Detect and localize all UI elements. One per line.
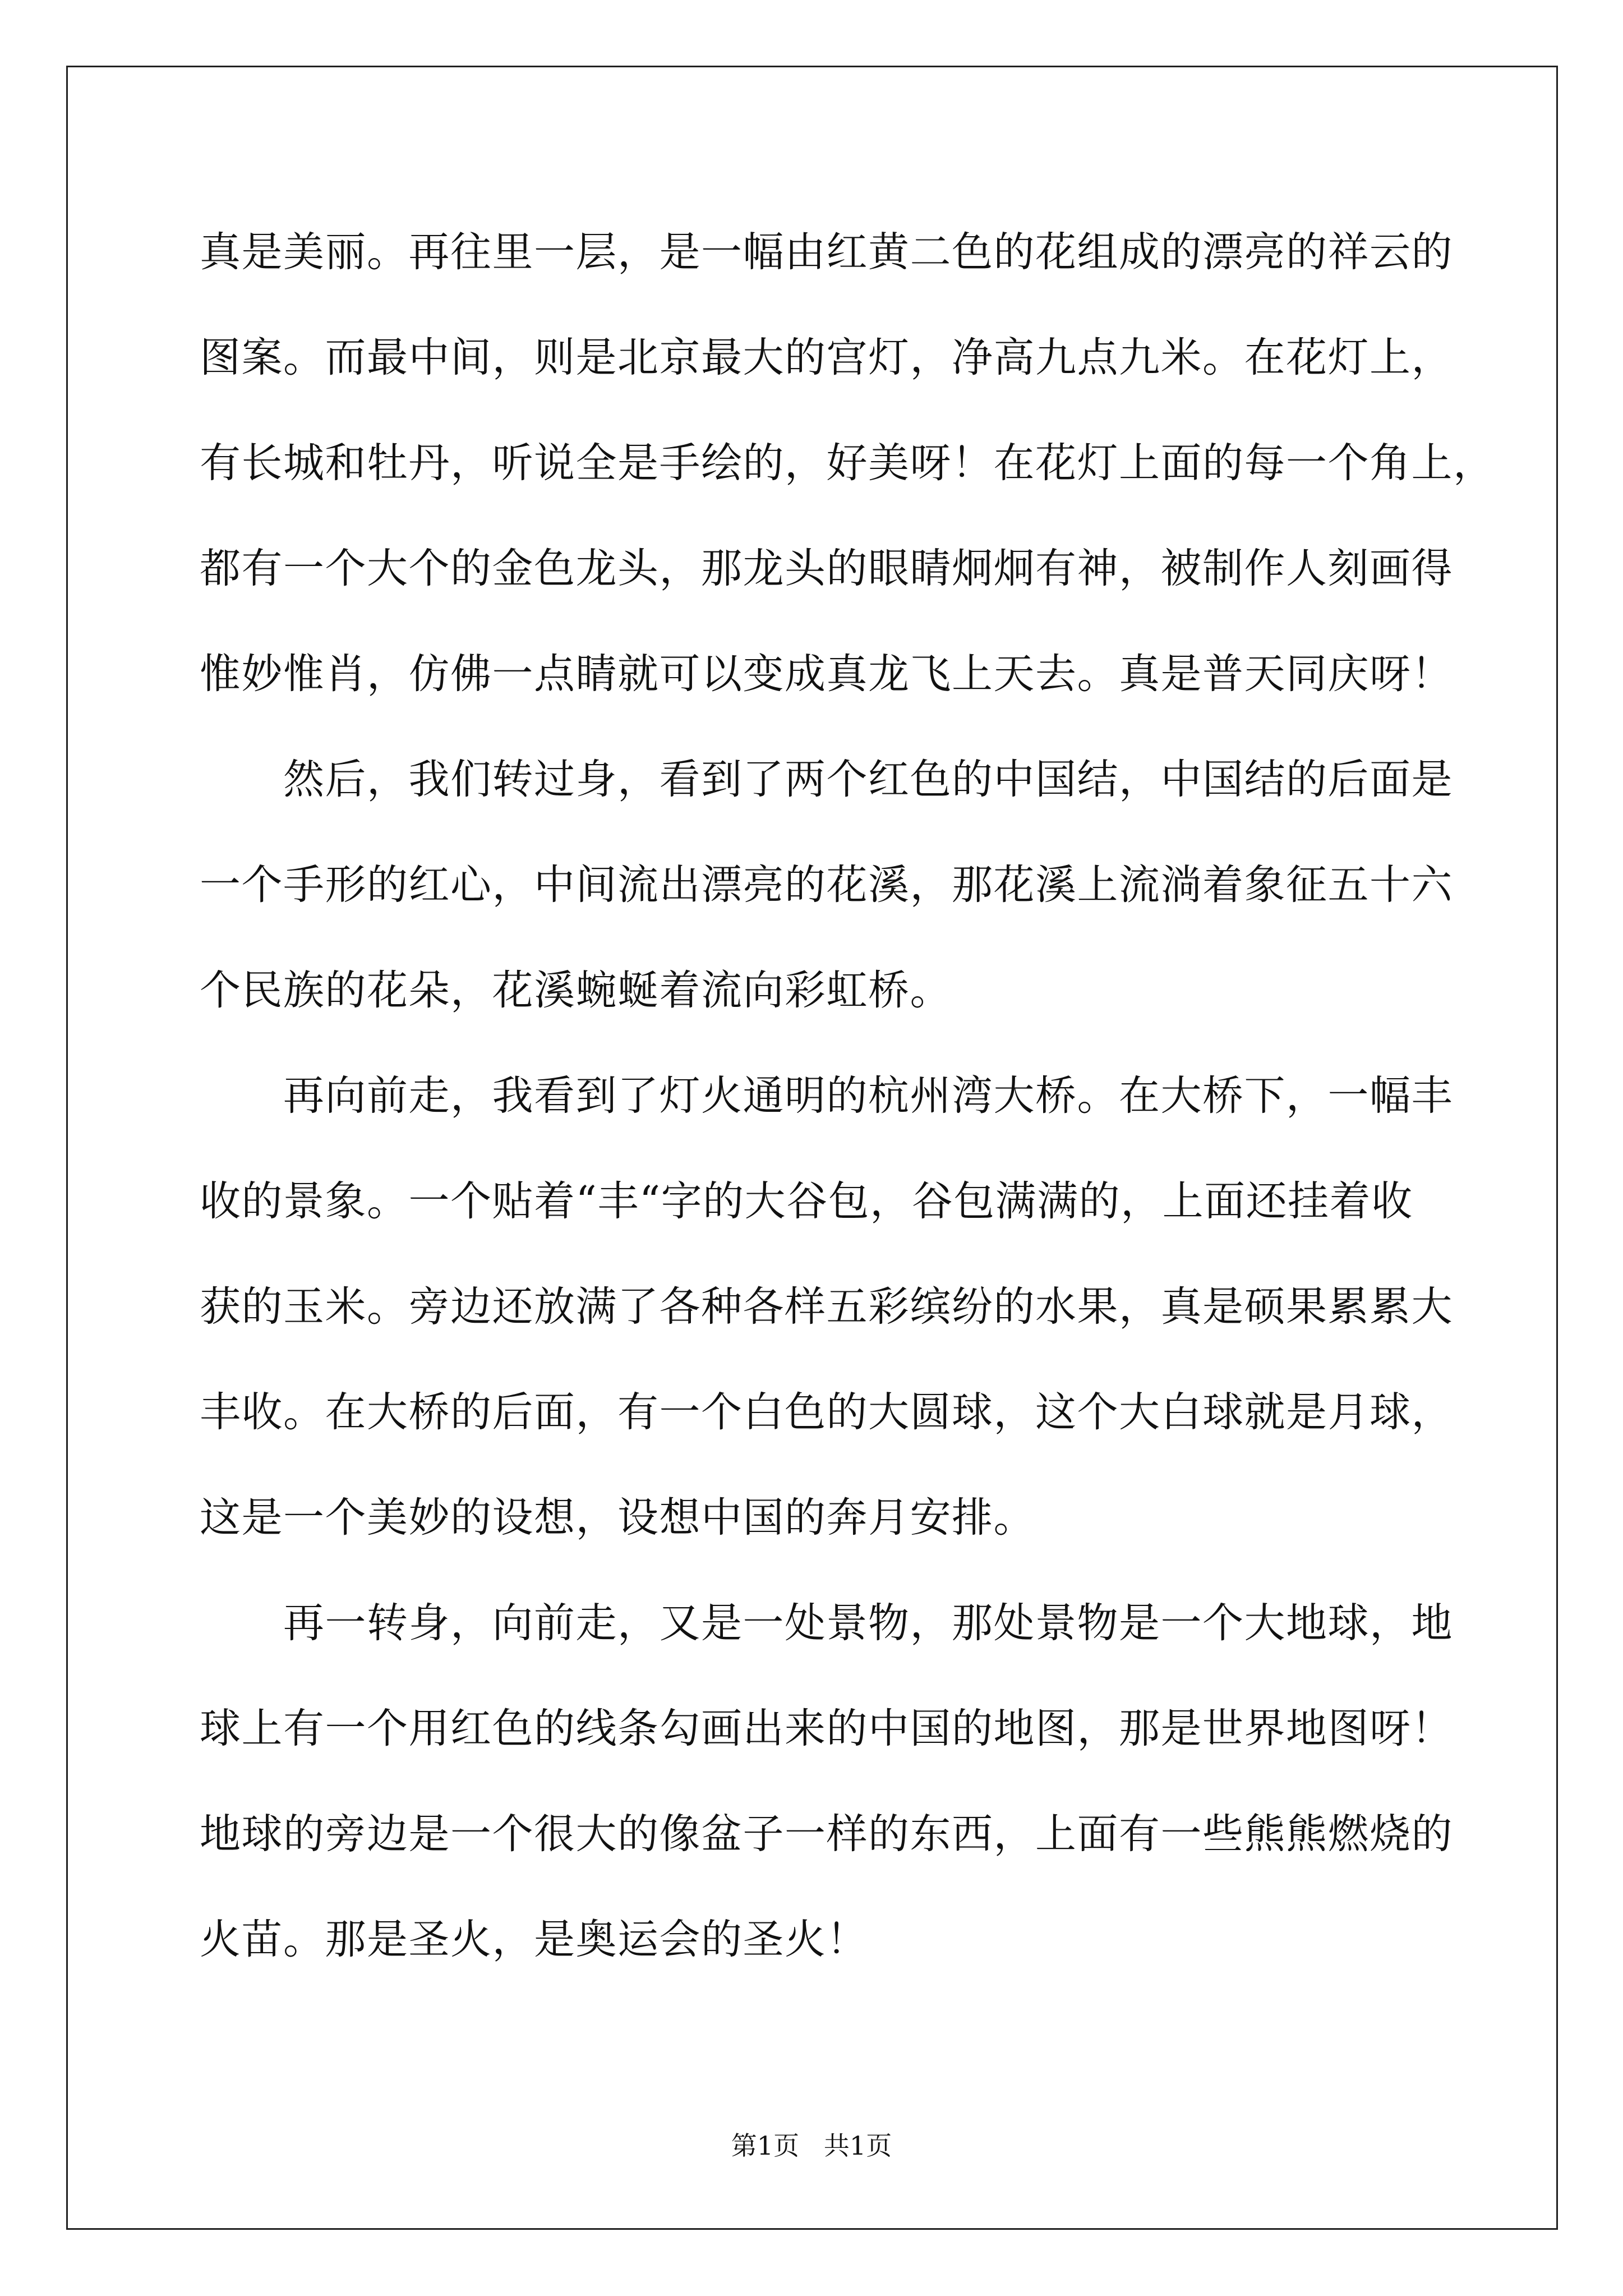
- page-footer: 第1页 共1页: [731, 2131, 892, 2161]
- text-line: 图案。而最中间，则是北京最大的宫灯，净高九点九米。在花灯上，: [200, 334, 1453, 381]
- text-line: 有长城和牡丹，听说全是手绘的，好美呀！在花灯上面的每一个角上，: [200, 439, 1495, 487]
- page-border: [66, 66, 1558, 2230]
- text-line: 丰收。在大桥的后面，有一个白色的大圆球，这个大白球就是月球，: [200, 1388, 1453, 1436]
- text-line: 再向前走，我看到了灯火通明的杭州湾大桥。在大桥下，一幅丰: [200, 1072, 1453, 1120]
- text-line: 再一转身，向前走，又是一处景物，那处景物是一个大地球，地: [200, 1599, 1453, 1647]
- text-line: 一个手形的红心，中间流出漂亮的花溪，那花溪上流淌着象征五十六: [200, 861, 1453, 909]
- text-line: 收的景象。一个贴着“丰“字的大谷包，谷包满满的，上面还挂着收: [200, 1177, 1413, 1225]
- text-line: 个民族的花朵，花溪蜿蜒着流向彩虹桥。: [200, 967, 952, 1014]
- text-line: 真是美丽。再往里一层，是一幅由红黄二色的花组成的漂亮的祥云的: [200, 228, 1453, 276]
- text-line: 都有一个大个的金色龙头，那龙头的眼睛炯炯有神，被制作人刻画得: [200, 545, 1453, 592]
- text-line: 这是一个美妙的设想，设想中国的奔月安排。: [200, 1494, 1035, 1542]
- text-line: 惟妙惟肖，仿佛一点睛就可以变成真龙飞上天去。真是普天同庆呀！: [200, 650, 1453, 698]
- text-line: 火苗。那是圣火，是奥运会的圣火！: [200, 1916, 868, 1963]
- text-line: 地球的旁边是一个很大的像盆子一样的东西，上面有一些熊熊燃烧的: [200, 1810, 1453, 1858]
- text-line: 获的玉米。旁边还放满了各种各样五彩缤纷的水果，真是硕果累累大: [200, 1283, 1453, 1331]
- text-line: 球上有一个用红色的线条勾画出来的中国的地图，那是世界地图呀！: [200, 1705, 1453, 1752]
- text-line: 然后，我们转过身，看到了两个红色的中国结，中国结的后面是: [200, 756, 1453, 803]
